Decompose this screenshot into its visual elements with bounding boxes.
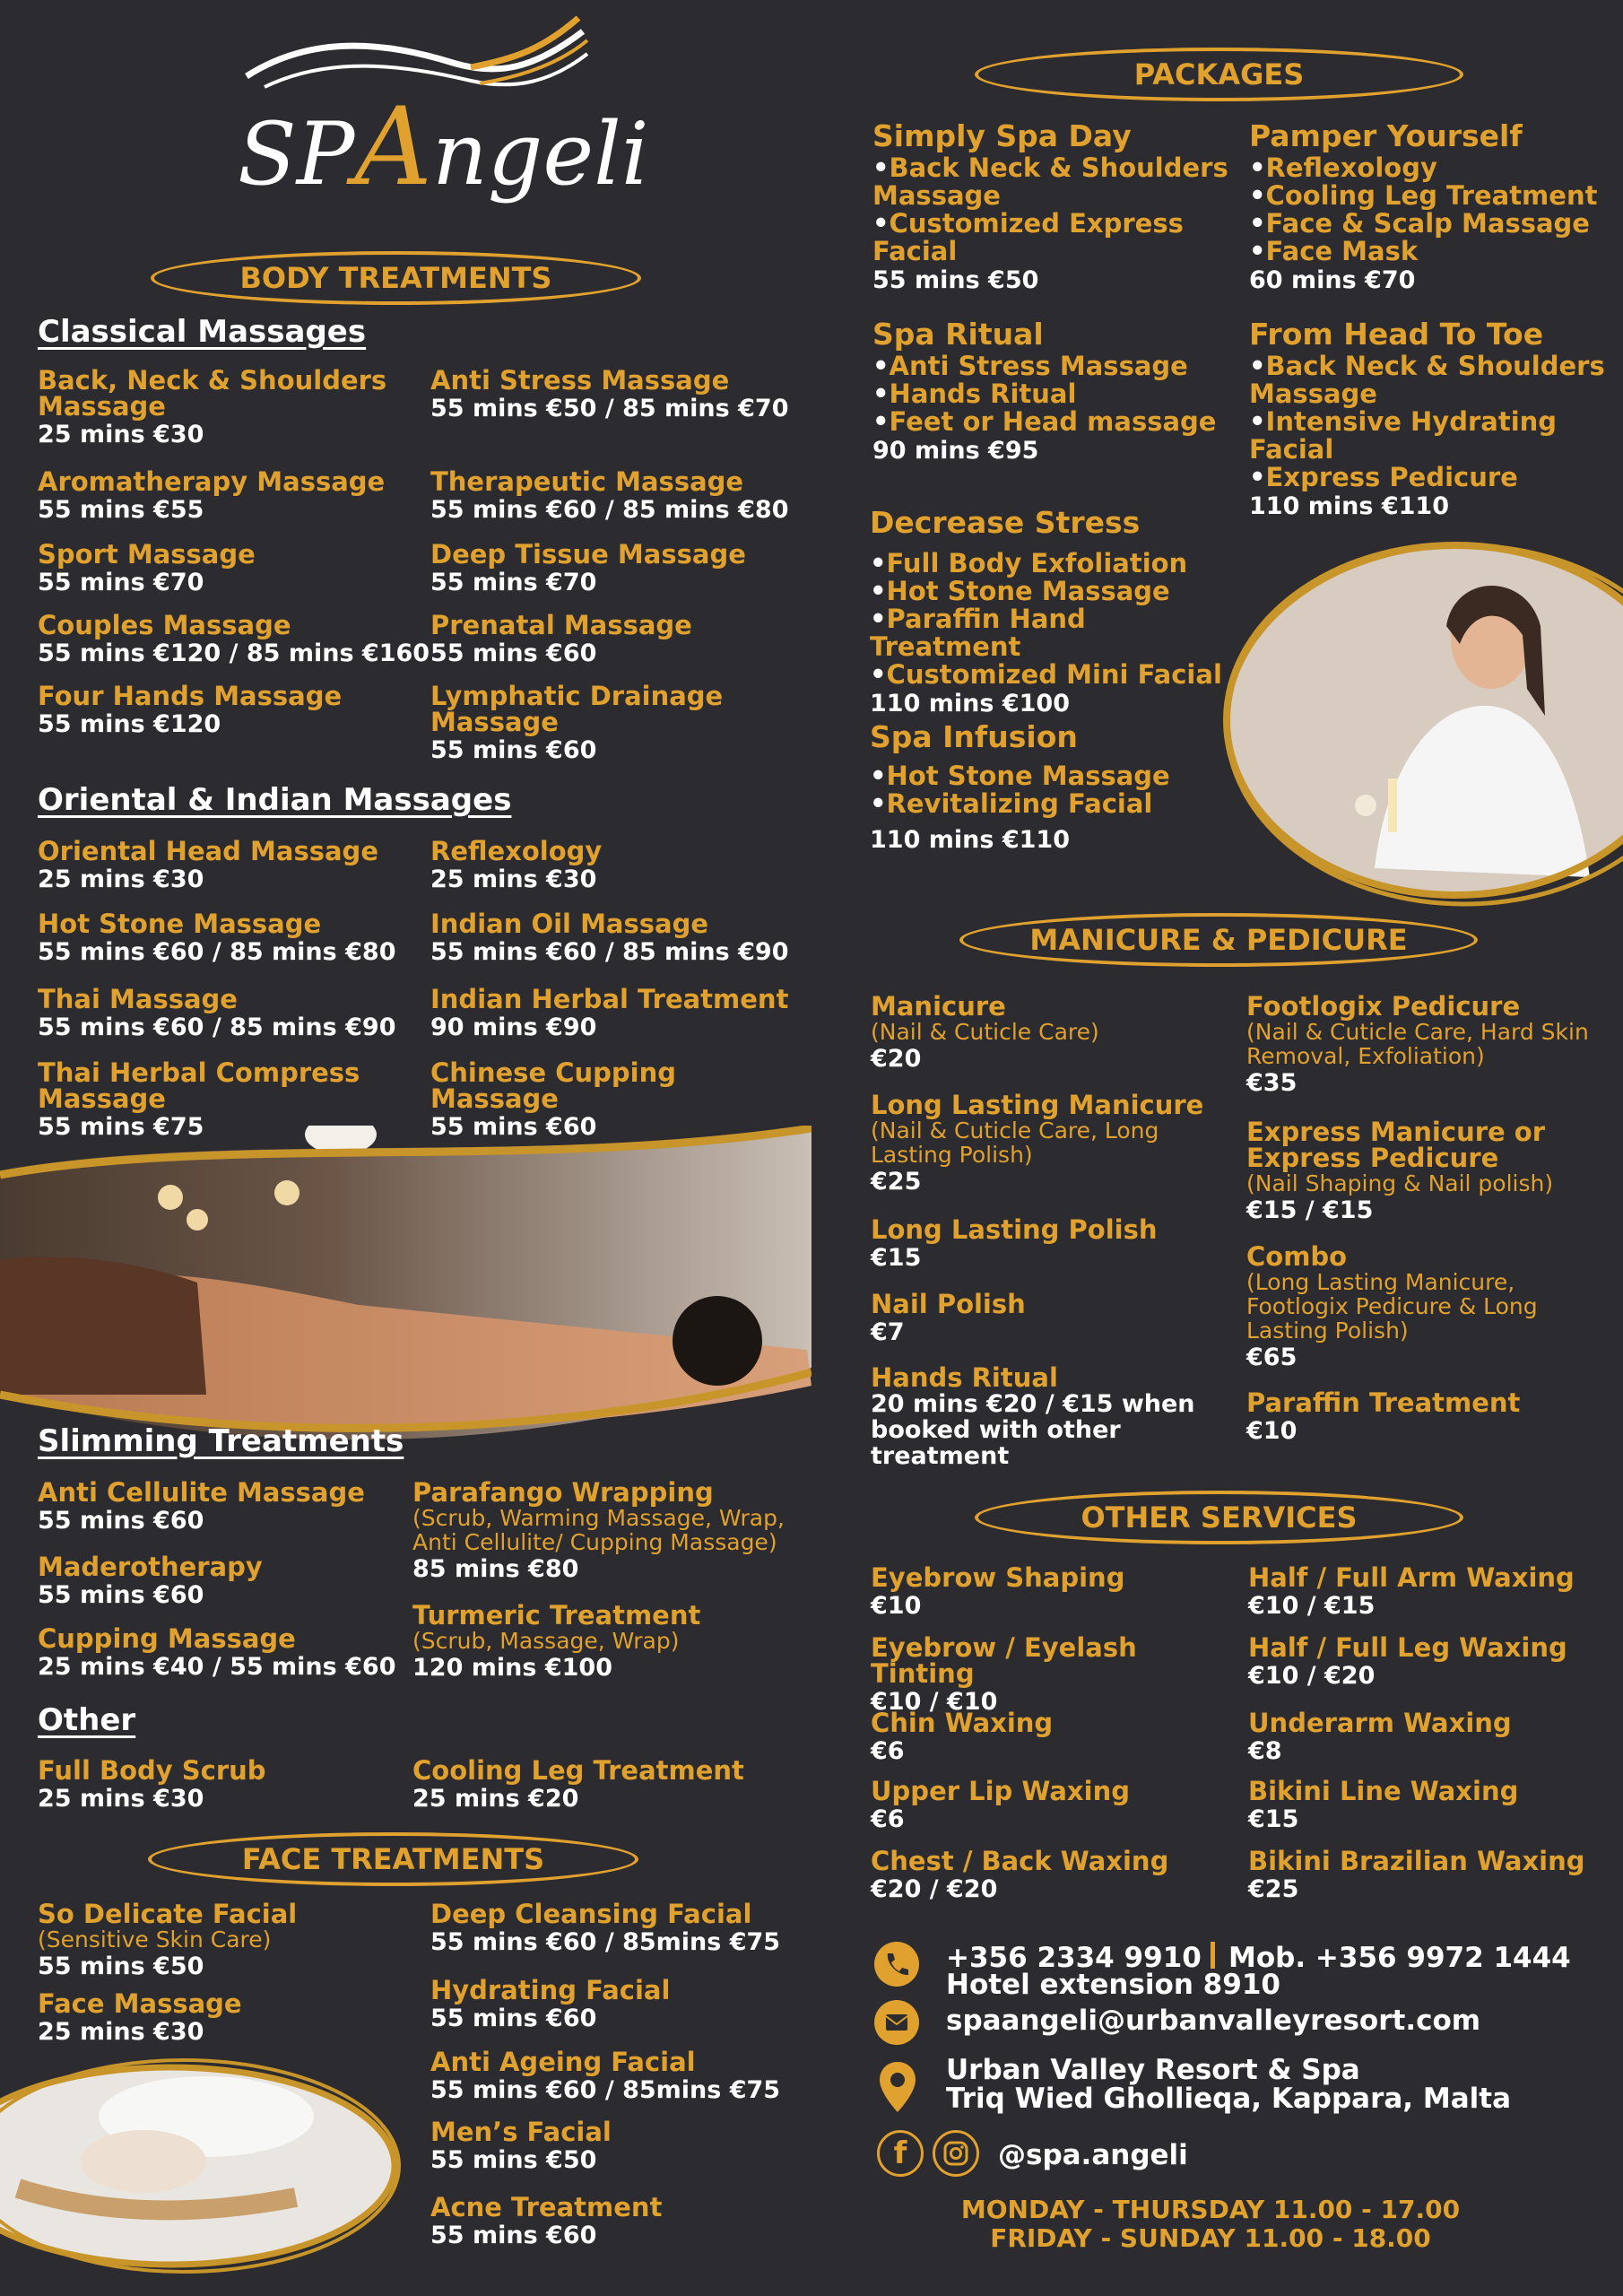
email-icon — [874, 2000, 919, 2045]
package-item: •Back Neck & Shoulders Massage — [872, 152, 1228, 211]
service-item: Eyebrow / Eyelash Tinting €10 / €10 — [871, 1632, 1137, 1716]
package-from-head-to-toe: From Head To Toe •Back Neck & Shoulders Massage •Intensive Hydrating Facial •Express Pedicure 110 mins €110 — [1249, 317, 1608, 522]
face-item: Hydrating Facial 55 mins €60 — [430, 1975, 671, 2032]
classical-item: Couples Massage 55 mins €120 / 85 mins €160 — [38, 610, 430, 667]
phone-number[interactable]: +356 2334 9910 — [946, 1942, 1202, 1974]
manicure-item: Long Lasting Polish €15 — [871, 1214, 1158, 1272]
manicure-item: Express Manicure or Express Pedicure (Nail Shaping & Nail polish) €15 / €15 — [1246, 1117, 1554, 1224]
classical-item: Prenatal Massage 55 mins €60 — [430, 610, 692, 667]
service-item: Half / Full Leg Waxing €10 / €20 — [1248, 1632, 1567, 1690]
package-item: •Hot Stone Massage — [870, 761, 1170, 791]
email-link[interactable]: spaangeli@urbanvalleyresort.com — [946, 2005, 1481, 2037]
service-item: Chin Waxing €6 — [871, 1708, 1054, 1765]
face-item: Acne Treatment 55 mins €60 — [430, 2192, 663, 2249]
face-item: Face Massage 25 mins €30 — [38, 1988, 242, 2046]
classical-item: Therapeutic Massage 55 mins €60 / 85 mins €80 — [430, 466, 789, 524]
manicure-item: Hands Ritual 20 mins €20 / €15 when booked with other treatment — [871, 1362, 1195, 1470]
classical-item: Back, Neck & Shoulders Massage 25 mins €30 — [38, 365, 387, 448]
face-item: Anti Ageing Facial 55 mins €60 / 85mins €75 — [430, 2047, 781, 2104]
package-item: •Customized Mini Facial — [870, 659, 1222, 690]
manicure-item: Nail Polish €7 — [871, 1289, 1026, 1346]
slimming-item: Cupping Massage 25 mins €40 / 55 mins €60 — [38, 1623, 396, 1681]
package-item: •Express Pedicure — [1249, 462, 1518, 492]
oriental-item: Thai Massage 55 mins €60 / 85 mins €90 — [38, 984, 396, 1041]
manicure-pedicure-header: MANICURE & PEDICURE — [959, 913, 1478, 967]
package-decrease-stress: Decrease Stress •Full Body Exfoliation •Hot Stone Massage •Paraffin Hand Treatment •Customized Mini Facial 110 mins €100 — [870, 505, 1228, 719]
oriental-item: Oriental Head Massage 25 mins €30 — [38, 836, 378, 893]
oriental-item: Thai Herbal Compress Massage 55 mins €75 — [38, 1057, 360, 1141]
manicure-item: Manicure (Nail & Cuticle Care) €20 — [871, 991, 1099, 1073]
logo-text-rest: ngeli — [432, 104, 649, 204]
classical-massages-title: Classical Massages — [38, 314, 367, 350]
face-item: So Delicate Facial (Sensitive Skin Care) 55 mins €50 — [38, 1899, 298, 1980]
package-pamper-yourself: Pamper Yourself •Reflexology •Cooling Leg Treatment •Face & Scalp Massage •Face Mask 60 mins €70 — [1249, 118, 1608, 296]
classical-item: Anti Stress Massage 55 mins €50 / 85 mins €70 — [430, 365, 789, 422]
other-item: Cooling Leg Treatment 25 mins €20 — [412, 1755, 744, 1813]
facial-photo — [0, 2054, 404, 2278]
logo — [229, 13, 649, 247]
classical-item: Aromatherapy Massage 55 mins €55 — [38, 466, 386, 524]
service-item: Underarm Waxing €8 — [1248, 1708, 1512, 1765]
other-title: Other — [38, 1702, 136, 1738]
oriental-item: Indian Herbal Treatment 90 mins €90 — [430, 984, 789, 1041]
face-treatments-header: FACE TREATMENTS — [148, 1832, 638, 1886]
package-item: •Face & Scalp Massage — [1249, 208, 1590, 239]
manicure-item: Footlogix Pedicure (Nail & Cuticle Care, Hard Skin Removal, Exfoliation) €35 — [1246, 991, 1589, 1097]
divider — [1211, 1942, 1215, 1969]
slimming-item: Maderotherapy 55 mins €60 — [38, 1552, 263, 1609]
oriental-item: Chinese Cupping Massage 55 mins €60 — [430, 1057, 676, 1141]
other-item: Full Body Scrub 25 mins €30 — [38, 1755, 266, 1813]
logo-text-sp: SP — [238, 104, 355, 204]
location-pin-icon — [877, 2060, 918, 2114]
classical-item: Four Hands Massage 55 mins €120 — [38, 681, 343, 738]
service-item: Bikini Brazilian Waxing €25 — [1248, 1846, 1585, 1903]
oriental-item: Reflexology 25 mins €30 — [430, 836, 603, 893]
service-item: Chest / Back Waxing €20 / €20 — [871, 1846, 1169, 1903]
hours-weekday: MONDAY - THURSDAY 11.00 - 17.00 — [960, 2195, 1461, 2224]
classical-item: Sport Massage 55 mins €70 — [38, 539, 256, 596]
package-spa-ritual: Spa Ritual •Anti Stress Massage •Hands Ritual •Feet or Head massage 90 mins €95 — [872, 317, 1231, 466]
package-item: •Back Neck & Shoulders Massage — [1249, 351, 1605, 409]
oriental-item: Indian Oil Massage 55 mins €60 / 85 mins €90 — [430, 909, 789, 966]
slimming-item: Anti Cellulite Massage 55 mins €60 — [38, 1477, 365, 1535]
package-item: •Cooling Leg Treatment — [1249, 180, 1598, 211]
package-simply-spa-day: Simply Spa Day •Back Neck & Shoulders Massage •Customized Express Facial 55 mins €50 — [872, 118, 1231, 296]
package-item: •Customized Express Facial — [872, 208, 1184, 266]
other-services-header: OTHER SERVICES — [975, 1491, 1463, 1544]
face-item: Men’s Facial 55 mins €50 — [430, 2117, 612, 2174]
package-spa-infusion: Spa Infusion •Hot Stone Massage •Revitalizing Facial 110 mins €110 — [870, 719, 1228, 856]
facebook-icon[interactable]: f — [877, 2130, 924, 2177]
mobile-number[interactable]: Mob. +356 9972 1444 — [1228, 1942, 1571, 1974]
slimming-treatments-title: Slimming Treatments — [38, 1423, 404, 1459]
manicure-item: Paraffin Treatment €10 — [1246, 1387, 1521, 1445]
opening-hours — [950, 2196, 1471, 2253]
manicure-item: Combo (Long Lasting Manicure, Footlogix Pedicure & Long Lasting Polish) €65 — [1246, 1241, 1538, 1371]
hotel-extension: Hotel extension 8910 — [946, 1969, 1280, 2001]
package-item: •Hands Ritual — [872, 378, 1077, 409]
body-treatments-header: BODY TREATMENTS — [151, 251, 641, 305]
service-item: Eyebrow Shaping €10 — [871, 1562, 1125, 1620]
oriental-massages-title: Oriental & Indian Massages — [38, 782, 512, 818]
address-line-1: Urban Valley Resort & Spa — [946, 2054, 1360, 2086]
package-item: •Intensive Hydrating Facial — [1249, 406, 1558, 465]
classical-item: Deep Tissue Massage 55 mins €70 — [430, 539, 746, 596]
service-item: Upper Lip Waxing €6 — [871, 1776, 1130, 1833]
package-item: •Reflexology — [1249, 152, 1437, 183]
logo-text-a: A — [354, 85, 433, 210]
face-item: Deep Cleansing Facial 55 mins €60 / 85mins €75 — [430, 1899, 781, 1956]
slimming-item: Parafango Wrapping (Scrub, Warming Massage, Wrap, Anti Cellulite/ Cupping Massage) 85 mins €80 — [412, 1477, 785, 1583]
package-item: •Anti Stress Massage — [872, 351, 1188, 381]
package-item: •Hot Stone Massage — [870, 576, 1170, 606]
package-item: •Face Mask — [1249, 236, 1419, 266]
hours-weekend: FRIDAY - SUNDAY 11.00 - 18.00 — [990, 2223, 1431, 2253]
oriental-item: Hot Stone Massage 55 mins €60 / 85 mins €80 — [38, 909, 396, 966]
slimming-item: Turmeric Treatment (Scrub, Massage, Wrap) 120 mins €100 — [412, 1600, 701, 1682]
service-item: Half / Full Arm Waxing €10 / €15 — [1248, 1562, 1575, 1620]
instagram-icon[interactable] — [933, 2130, 979, 2177]
phone-icon — [874, 1942, 919, 1987]
packages-header: PACKAGES — [975, 48, 1463, 101]
service-item: Bikini Line Waxing €15 — [1248, 1776, 1519, 1833]
package-item: •Full Body Exfoliation — [870, 548, 1188, 578]
package-item: •Paraffin Hand Treatment — [870, 604, 1086, 662]
package-item: •Feet or Head massage — [872, 406, 1217, 437]
classical-item: Lymphatic Drainage Massage 55 mins €60 — [430, 681, 724, 764]
robe-photo — [1195, 536, 1623, 909]
manicure-item: Long Lasting Manicure (Nail & Cuticle Care, Long Lasting Polish) €25 — [871, 1090, 1204, 1196]
address-line-2: Triq Wied Ghollieqa, Kappara, Malta — [946, 2083, 1512, 2115]
package-item: •Revitalizing Facial — [870, 788, 1153, 819]
social-handle[interactable]: @spa.angeli — [998, 2139, 1188, 2171]
